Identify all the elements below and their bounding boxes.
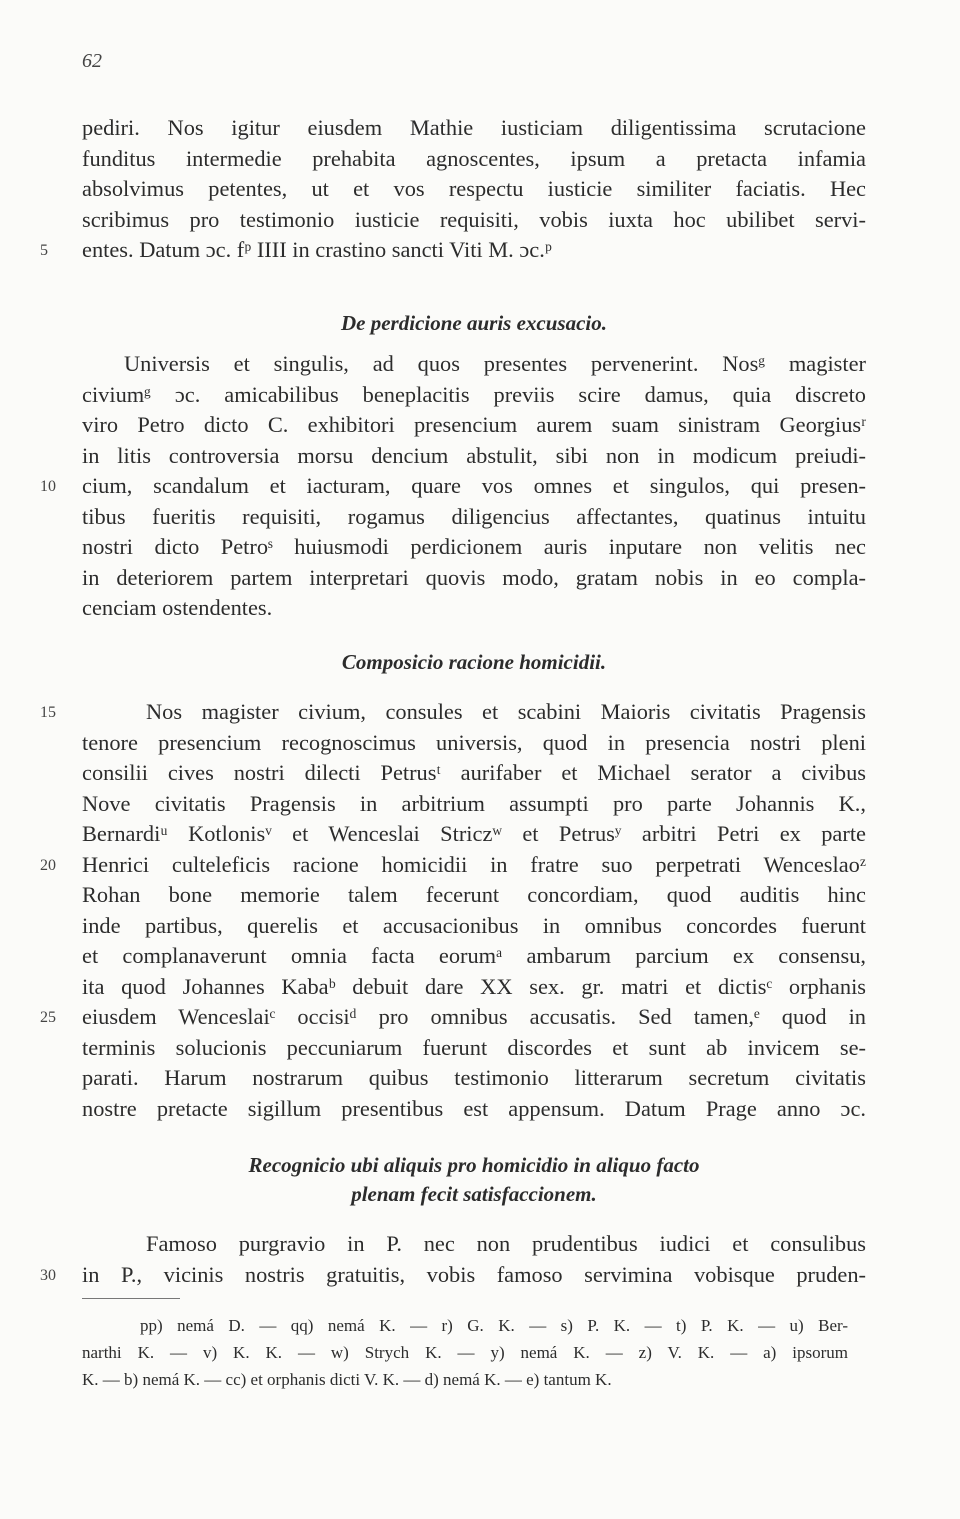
text-line: Rohan bone memorie talem fecerunt concordiam, quod auditis hinc [82, 882, 866, 907]
text-line: nostri dicto Petroˢ huiusmodi perdicionem auris inputare non velitis nec [82, 534, 866, 559]
line-number: 15 [40, 704, 56, 721]
text-line: in deteriorem partem interpretari quovis modo, gratam nobis in eo compla- [82, 564, 866, 590]
section-heading: De perdicione auris excusacio. [341, 311, 607, 335]
text-line: Famoso purgravio in P. nec non prudentibus iudici et consulibus [146, 1231, 866, 1256]
text-line: funditus intermedie prehabita agnoscentes, ipsum a pretacta infamia [82, 145, 866, 171]
text-line-with-number [40, 235, 866, 266]
paragraph-3 [40, 697, 866, 1124]
text-line: eiusdem Wenceslaiᶜ occisiᵈ pro omnibus accusatis. Sed tamen,ᵉ quod in [82, 1004, 866, 1029]
section-heading-line-1: Recognicio ubi aliquis pro homicidio in aliquo facto [248, 1153, 700, 1177]
section-heading-line-2: plenam fecit satisfaccionem. [351, 1182, 597, 1206]
paragraph-4 [40, 1229, 866, 1290]
section-heading: Composicio racione homicidii. [341, 650, 607, 674]
text-line: in litis controversia morsu dencium abstulit, sibi non in modicum preiudi- [82, 442, 866, 468]
text-line: ita quod Johannes Kabaᵇ debuit dare XX sex. gr. matri et dictisᶜ orphanis [82, 973, 866, 999]
text-line: pediri. Nos igitur eiusdem Mathie iusticiam diligentissima scrutacione [82, 115, 866, 140]
text-line: cium, scandalum et iacturam, quare vos omnes et singulos, qui presen- [82, 473, 866, 498]
text-line: cenciam ostendentes. [82, 595, 273, 620]
text-line: nostre pretacte sigillum presentibus est appensum. Datum Prage anno ɔc. [82, 1095, 866, 1121]
text-line: civiumᵍ ɔc. amicabilibus beneplacitis previis scire damus, quia discreto [82, 381, 866, 407]
line-number: 30 [40, 1266, 56, 1284]
text-line: in P., vicinis nostris gratuitis, vobis famoso servimina vobisque pruden- [82, 1261, 866, 1287]
text-line-with-number [40, 850, 866, 881]
text-line: terminis solucionis peccuniarum fuerunt discordes et sunt ab invicem se- [82, 1034, 866, 1060]
text-line: inde partibus, querelis et accusacionibus in omnibus concordes fuerunt [82, 912, 866, 938]
line-number: 20 [40, 856, 56, 874]
text-line: viro Petro dicto C. exhibitori presencium aurem suam sinistram Georgiusʳ [82, 412, 866, 437]
line-number: 25 [40, 1009, 56, 1026]
text-line-with-number [40, 1260, 866, 1291]
text-line-with-number [40, 697, 866, 728]
text-line: parati. Harum nostrarum quibus testimonio litterarum secretum civitatis [82, 1065, 866, 1090]
text-line: et complanaverunt omnia facta eorumᵃ ambarum parcium ex consensu, [82, 943, 866, 968]
footnote-divider [82, 1298, 180, 1299]
line-number: 5 [40, 242, 48, 259]
text-line-with-number [40, 471, 866, 502]
text-line: absolvimus petentes, ut et vos respectu iusticie similiter faciatis. Hec [82, 176, 866, 201]
line-number: 10 [40, 478, 56, 495]
text-line: Bernardiᵘ Kotlonisᵛ et Wenceslai Striczʷ et Petrusʸ arbitri Petri ex parte [82, 821, 866, 846]
text-line: Henrici culteleficis racione homicidii in fratre suo perpetrati Wenceslaoᶻ [82, 851, 866, 877]
text-line: Nos magister civium, consules et scabini Maioris civitatis Pragensis [146, 699, 866, 724]
text-line: scribimus pro testimonio iusticie requisiti, vobis iuxta hoc ubilibet servi- [82, 206, 866, 232]
footnotes [82, 1312, 848, 1393]
footnote-line: pp) nemá D. — qq) nemá K. — r) G. K. — s) P. K. — t) P. K. — u) Ber- [140, 1316, 848, 1335]
text-line: tenore presencium recognoscimus universis, quod in presencia nostri pleni [82, 729, 866, 755]
text-line: Universis et singulis, ad quos presentes pervenerint. Nosᵍ magister [124, 351, 866, 376]
footnote-line: K. — b) nemá K. — cc) et orphanis dicti V. K. — d) nemá K. — e) tantum K. [82, 1370, 612, 1389]
text-line-with-number [40, 1002, 866, 1033]
text-line: entes. Datum ɔc. fᵖ IIII in crastino sancti Viti M. ɔc.ᵖ [82, 237, 552, 262]
text-line: tibus fueritis requisiti, rogamus diligencius affectantes, quatinus intuitu [82, 503, 866, 529]
footnote-line: narthi K. — v) K. K. — w) Strych K. — y) nemá K. — z) V. K. — a) ipsorum [82, 1343, 848, 1362]
paragraph-1 [40, 113, 866, 266]
text-line: Nove civitatis Pragensis in arbitrium assumpti pro parte Johannis K., [82, 790, 866, 816]
text-line: consilii cives nostri dilecti Petrusᵗ aurifaber et Michael serator a civibus [82, 760, 866, 785]
paragraph-2 [40, 349, 866, 624]
page-number: 62 [82, 50, 102, 72]
